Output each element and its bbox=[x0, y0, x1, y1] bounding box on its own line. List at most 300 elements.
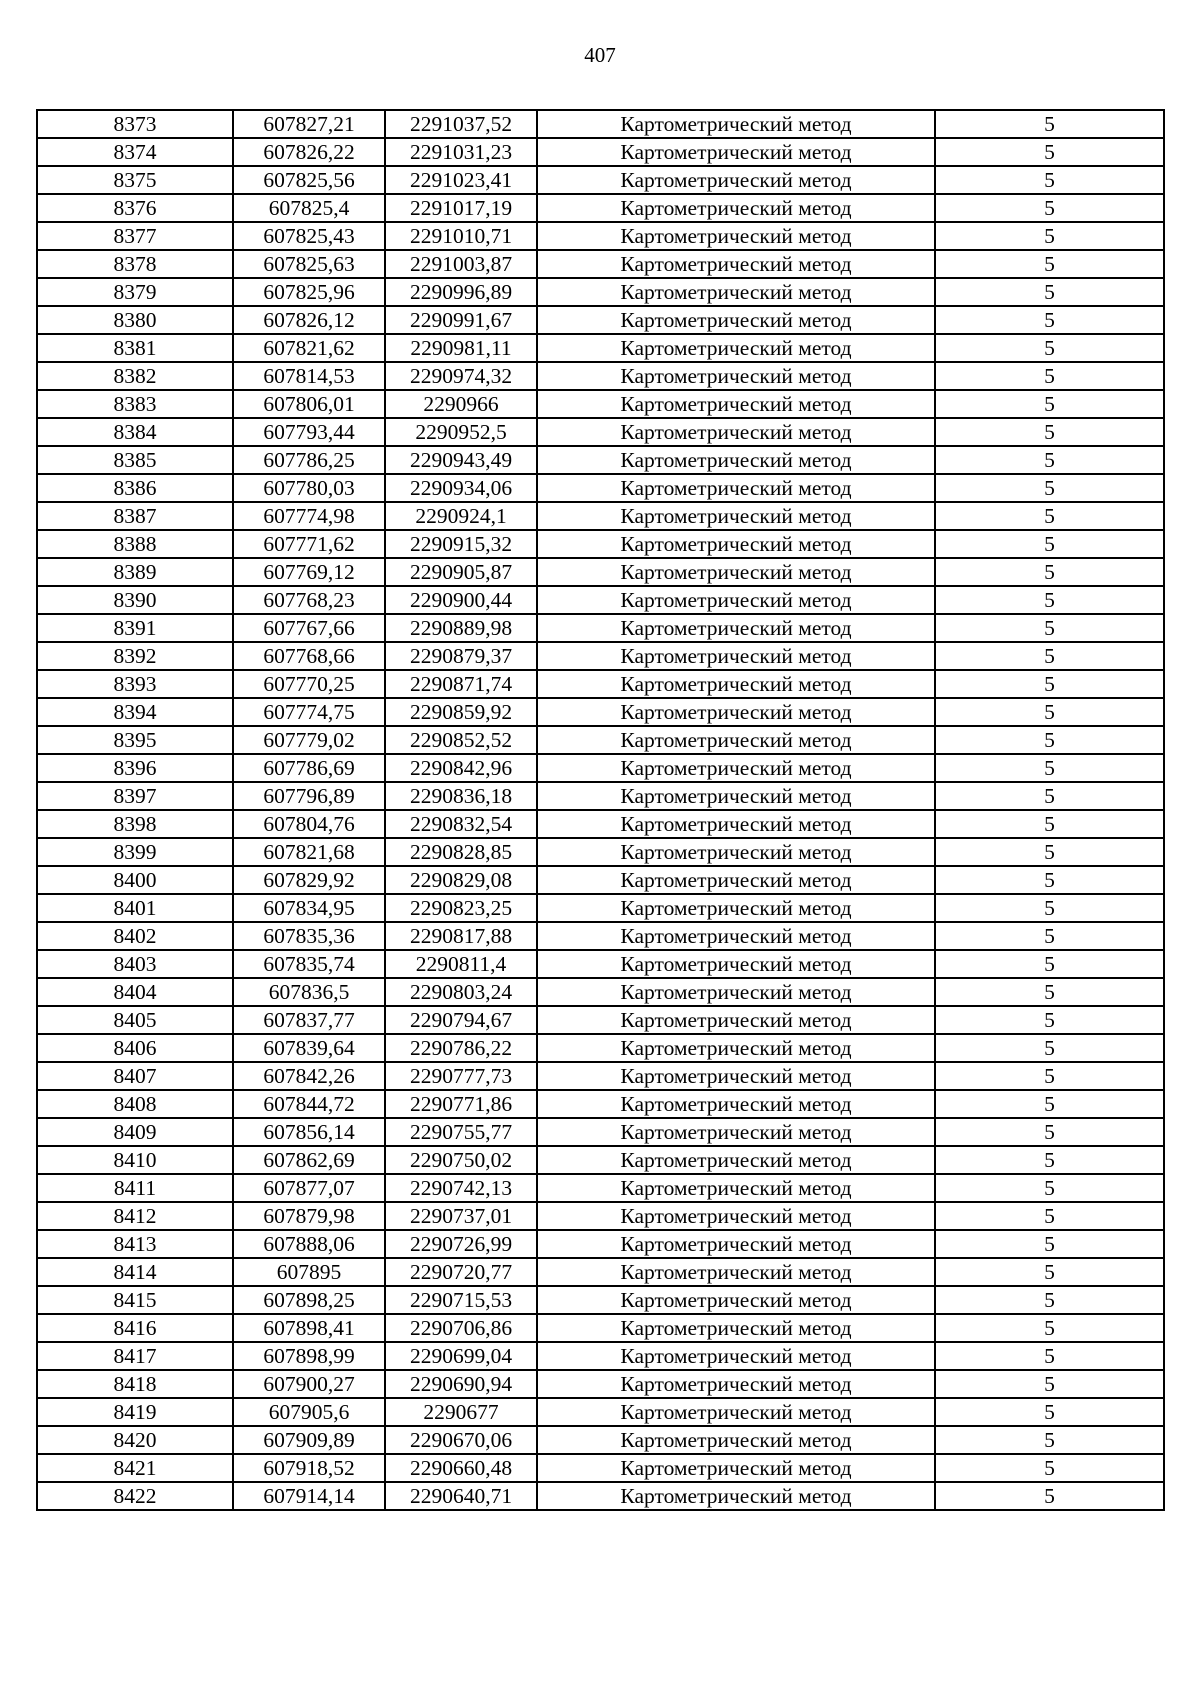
point-number-cell: 8408 bbox=[37, 1090, 233, 1118]
y-coordinate-cell: 2291003,87 bbox=[385, 250, 537, 278]
point-number-cell: 8413 bbox=[37, 1230, 233, 1258]
y-coordinate-cell: 2290905,87 bbox=[385, 558, 537, 586]
x-coordinate-cell: 607826,12 bbox=[233, 306, 385, 334]
x-coordinate-cell: 607825,63 bbox=[233, 250, 385, 278]
x-coordinate-cell: 607770,25 bbox=[233, 670, 385, 698]
point-number-cell: 8409 bbox=[37, 1118, 233, 1146]
method-cell: Картометрический метод bbox=[537, 222, 935, 250]
table-row bbox=[37, 1482, 1164, 1510]
accuracy-cell: 5 bbox=[935, 614, 1164, 642]
x-coordinate-cell: 607768,66 bbox=[233, 642, 385, 670]
y-coordinate-cell: 2290934,06 bbox=[385, 474, 537, 502]
point-number-cell: 8414 bbox=[37, 1258, 233, 1286]
method-cell: Картометрический метод bbox=[537, 1090, 935, 1118]
accuracy-cell: 5 bbox=[935, 110, 1164, 138]
method-cell: Картометрический метод bbox=[537, 1034, 935, 1062]
y-coordinate-cell: 2290817,88 bbox=[385, 922, 537, 950]
point-number-cell: 8401 bbox=[37, 894, 233, 922]
point-number-cell: 8397 bbox=[37, 782, 233, 810]
table-row bbox=[37, 306, 1164, 334]
accuracy-cell: 5 bbox=[935, 474, 1164, 502]
table-row bbox=[37, 1286, 1164, 1314]
x-coordinate-cell: 607909,89 bbox=[233, 1426, 385, 1454]
point-number-cell: 8387 bbox=[37, 502, 233, 530]
point-number-cell: 8382 bbox=[37, 362, 233, 390]
method-cell: Картометрический метод bbox=[537, 866, 935, 894]
accuracy-cell: 5 bbox=[935, 1230, 1164, 1258]
accuracy-cell: 5 bbox=[935, 1006, 1164, 1034]
point-number-cell: 8421 bbox=[37, 1454, 233, 1482]
x-coordinate-cell: 607905,6 bbox=[233, 1398, 385, 1426]
point-number-cell: 8390 bbox=[37, 586, 233, 614]
y-coordinate-cell: 2290737,01 bbox=[385, 1202, 537, 1230]
x-coordinate-cell: 607895 bbox=[233, 1258, 385, 1286]
accuracy-cell: 5 bbox=[935, 166, 1164, 194]
method-cell: Картометрический метод bbox=[537, 1174, 935, 1202]
table-row bbox=[37, 642, 1164, 670]
x-coordinate-cell: 607877,07 bbox=[233, 1174, 385, 1202]
method-cell: Картометрический метод bbox=[537, 922, 935, 950]
table-row bbox=[37, 866, 1164, 894]
point-number-cell: 8412 bbox=[37, 1202, 233, 1230]
method-cell: Картометрический метод bbox=[537, 1286, 935, 1314]
table-row bbox=[37, 1146, 1164, 1174]
y-coordinate-cell: 2290699,04 bbox=[385, 1342, 537, 1370]
table-row bbox=[37, 334, 1164, 362]
method-cell: Картометрический метод bbox=[537, 558, 935, 586]
accuracy-cell: 5 bbox=[935, 1174, 1164, 1202]
y-coordinate-cell: 2290742,13 bbox=[385, 1174, 537, 1202]
y-coordinate-cell: 2290991,67 bbox=[385, 306, 537, 334]
accuracy-cell: 5 bbox=[935, 726, 1164, 754]
y-coordinate-cell: 2290677 bbox=[385, 1398, 537, 1426]
accuracy-cell: 5 bbox=[935, 138, 1164, 166]
method-cell: Картометрический метод bbox=[537, 530, 935, 558]
y-coordinate-cell: 2290803,24 bbox=[385, 978, 537, 1006]
y-coordinate-cell: 2290832,54 bbox=[385, 810, 537, 838]
point-number-cell: 8399 bbox=[37, 838, 233, 866]
accuracy-cell: 5 bbox=[935, 1482, 1164, 1510]
method-cell: Картометрический метод bbox=[537, 138, 935, 166]
y-coordinate-cell: 2290859,92 bbox=[385, 698, 537, 726]
x-coordinate-cell: 607826,22 bbox=[233, 138, 385, 166]
x-coordinate-cell: 607825,4 bbox=[233, 194, 385, 222]
x-coordinate-cell: 607914,14 bbox=[233, 1482, 385, 1510]
method-cell: Картометрический метод bbox=[537, 1202, 935, 1230]
method-cell: Картометрический метод bbox=[537, 110, 935, 138]
accuracy-cell: 5 bbox=[935, 754, 1164, 782]
accuracy-cell: 5 bbox=[935, 194, 1164, 222]
table-row bbox=[37, 138, 1164, 166]
method-cell: Картометрический метод bbox=[537, 1342, 935, 1370]
method-cell: Картометрический метод bbox=[537, 1258, 935, 1286]
accuracy-cell: 5 bbox=[935, 222, 1164, 250]
point-number-cell: 8378 bbox=[37, 250, 233, 278]
accuracy-cell: 5 bbox=[935, 306, 1164, 334]
table-row bbox=[37, 1174, 1164, 1202]
method-cell: Картометрический метод bbox=[537, 1314, 935, 1342]
x-coordinate-cell: 607836,5 bbox=[233, 978, 385, 1006]
method-cell: Картометрический метод bbox=[537, 278, 935, 306]
accuracy-cell: 5 bbox=[935, 950, 1164, 978]
y-coordinate-cell: 2290842,96 bbox=[385, 754, 537, 782]
method-cell: Картометрический метод bbox=[537, 306, 935, 334]
accuracy-cell: 5 bbox=[935, 1426, 1164, 1454]
method-cell: Картометрический метод bbox=[537, 838, 935, 866]
accuracy-cell: 5 bbox=[935, 978, 1164, 1006]
x-coordinate-cell: 607842,26 bbox=[233, 1062, 385, 1090]
y-coordinate-cell: 2290640,71 bbox=[385, 1482, 537, 1510]
accuracy-cell: 5 bbox=[935, 1034, 1164, 1062]
y-coordinate-cell: 2290871,74 bbox=[385, 670, 537, 698]
accuracy-cell: 5 bbox=[935, 922, 1164, 950]
y-coordinate-cell: 2291037,52 bbox=[385, 110, 537, 138]
y-coordinate-cell: 2290777,73 bbox=[385, 1062, 537, 1090]
point-number-cell: 8406 bbox=[37, 1034, 233, 1062]
table-row bbox=[37, 362, 1164, 390]
table-row bbox=[37, 614, 1164, 642]
method-cell: Картометрический метод bbox=[537, 1426, 935, 1454]
accuracy-cell: 5 bbox=[935, 1286, 1164, 1314]
method-cell: Картометрический метод bbox=[537, 1062, 935, 1090]
method-cell: Картометрический метод bbox=[537, 390, 935, 418]
point-number-cell: 8418 bbox=[37, 1370, 233, 1398]
table-row bbox=[37, 726, 1164, 754]
accuracy-cell: 5 bbox=[935, 586, 1164, 614]
y-coordinate-cell: 2290974,32 bbox=[385, 362, 537, 390]
y-coordinate-cell: 2290823,25 bbox=[385, 894, 537, 922]
accuracy-cell: 5 bbox=[935, 530, 1164, 558]
y-coordinate-cell: 2291031,23 bbox=[385, 138, 537, 166]
point-number-cell: 8393 bbox=[37, 670, 233, 698]
y-coordinate-cell: 2290786,22 bbox=[385, 1034, 537, 1062]
point-number-cell: 8415 bbox=[37, 1286, 233, 1314]
x-coordinate-cell: 607814,53 bbox=[233, 362, 385, 390]
point-number-cell: 8385 bbox=[37, 446, 233, 474]
y-coordinate-cell: 2290900,44 bbox=[385, 586, 537, 614]
point-number-cell: 8377 bbox=[37, 222, 233, 250]
x-coordinate-cell: 607844,72 bbox=[233, 1090, 385, 1118]
point-number-cell: 8388 bbox=[37, 530, 233, 558]
table-row bbox=[37, 1034, 1164, 1062]
accuracy-cell: 5 bbox=[935, 1146, 1164, 1174]
method-cell: Картометрический метод bbox=[537, 362, 935, 390]
table-row bbox=[37, 1454, 1164, 1482]
point-number-cell: 8384 bbox=[37, 418, 233, 446]
page-number: 407 bbox=[584, 43, 616, 67]
x-coordinate-cell: 607786,69 bbox=[233, 754, 385, 782]
y-coordinate-cell: 2290943,49 bbox=[385, 446, 537, 474]
y-coordinate-cell: 2290660,48 bbox=[385, 1454, 537, 1482]
point-number-cell: 8391 bbox=[37, 614, 233, 642]
point-number-cell: 8403 bbox=[37, 950, 233, 978]
accuracy-cell: 5 bbox=[935, 1202, 1164, 1230]
accuracy-cell: 5 bbox=[935, 390, 1164, 418]
table-row bbox=[37, 1006, 1164, 1034]
table-row bbox=[37, 1090, 1164, 1118]
point-number-cell: 8422 bbox=[37, 1482, 233, 1510]
point-number-cell: 8405 bbox=[37, 1006, 233, 1034]
table-row bbox=[37, 838, 1164, 866]
x-coordinate-cell: 607898,25 bbox=[233, 1286, 385, 1314]
point-number-cell: 8379 bbox=[37, 278, 233, 306]
accuracy-cell: 5 bbox=[935, 1342, 1164, 1370]
method-cell: Картометрический метод bbox=[537, 166, 935, 194]
point-number-cell: 8411 bbox=[37, 1174, 233, 1202]
x-coordinate-cell: 607835,74 bbox=[233, 950, 385, 978]
y-coordinate-cell: 2290828,85 bbox=[385, 838, 537, 866]
method-cell: Картометрический метод bbox=[537, 782, 935, 810]
table-row bbox=[37, 194, 1164, 222]
table-row bbox=[37, 558, 1164, 586]
method-cell: Картометрический метод bbox=[537, 418, 935, 446]
table-row bbox=[37, 1398, 1164, 1426]
point-number-cell: 8381 bbox=[37, 334, 233, 362]
method-cell: Картометрический метод bbox=[537, 810, 935, 838]
point-number-cell: 8374 bbox=[37, 138, 233, 166]
table-row bbox=[37, 698, 1164, 726]
x-coordinate-cell: 607821,68 bbox=[233, 838, 385, 866]
y-coordinate-cell: 2291017,19 bbox=[385, 194, 537, 222]
x-coordinate-cell: 607796,89 bbox=[233, 782, 385, 810]
method-cell: Картометрический метод bbox=[537, 194, 935, 222]
method-cell: Картометрический метод bbox=[537, 642, 935, 670]
x-coordinate-cell: 607888,06 bbox=[233, 1230, 385, 1258]
y-coordinate-cell: 2290836,18 bbox=[385, 782, 537, 810]
accuracy-cell: 5 bbox=[935, 670, 1164, 698]
method-cell: Картометрический метод bbox=[537, 1370, 935, 1398]
accuracy-cell: 5 bbox=[935, 446, 1164, 474]
x-coordinate-cell: 607834,95 bbox=[233, 894, 385, 922]
x-coordinate-cell: 607825,96 bbox=[233, 278, 385, 306]
table-row bbox=[37, 754, 1164, 782]
y-coordinate-cell: 2291010,71 bbox=[385, 222, 537, 250]
table-row bbox=[37, 446, 1164, 474]
x-coordinate-cell: 607879,98 bbox=[233, 1202, 385, 1230]
table-row bbox=[37, 1370, 1164, 1398]
method-cell: Картометрический метод bbox=[537, 334, 935, 362]
y-coordinate-cell: 2290690,94 bbox=[385, 1370, 537, 1398]
point-number-cell: 8373 bbox=[37, 110, 233, 138]
x-coordinate-cell: 607774,98 bbox=[233, 502, 385, 530]
method-cell: Картометрический метод bbox=[537, 1006, 935, 1034]
x-coordinate-cell: 607768,23 bbox=[233, 586, 385, 614]
accuracy-cell: 5 bbox=[935, 418, 1164, 446]
method-cell: Картометрический метод bbox=[537, 586, 935, 614]
accuracy-cell: 5 bbox=[935, 866, 1164, 894]
y-coordinate-cell: 2290889,98 bbox=[385, 614, 537, 642]
point-number-cell: 8407 bbox=[37, 1062, 233, 1090]
method-cell: Картометрический метод bbox=[537, 670, 935, 698]
x-coordinate-cell: 607918,52 bbox=[233, 1454, 385, 1482]
y-coordinate-cell: 2290771,86 bbox=[385, 1090, 537, 1118]
point-number-cell: 8398 bbox=[37, 810, 233, 838]
point-number-cell: 8396 bbox=[37, 754, 233, 782]
point-number-cell: 8417 bbox=[37, 1342, 233, 1370]
method-cell: Картометрический метод bbox=[537, 474, 935, 502]
y-coordinate-cell: 2290794,67 bbox=[385, 1006, 537, 1034]
table-row bbox=[37, 418, 1164, 446]
method-cell: Картометрический метод bbox=[537, 698, 935, 726]
method-cell: Картометрический метод bbox=[537, 614, 935, 642]
x-coordinate-cell: 607793,44 bbox=[233, 418, 385, 446]
table-row bbox=[37, 1230, 1164, 1258]
point-number-cell: 8410 bbox=[37, 1146, 233, 1174]
table-row bbox=[37, 166, 1164, 194]
method-cell: Картометрический метод bbox=[537, 1482, 935, 1510]
table-row bbox=[37, 1258, 1164, 1286]
table-row bbox=[37, 474, 1164, 502]
table-row bbox=[37, 1118, 1164, 1146]
x-coordinate-cell: 607829,92 bbox=[233, 866, 385, 894]
table-row bbox=[37, 586, 1164, 614]
x-coordinate-cell: 607898,41 bbox=[233, 1314, 385, 1342]
x-coordinate-cell: 607825,43 bbox=[233, 222, 385, 250]
x-coordinate-cell: 607779,02 bbox=[233, 726, 385, 754]
x-coordinate-cell: 607827,21 bbox=[233, 110, 385, 138]
accuracy-cell: 5 bbox=[935, 642, 1164, 670]
table-row bbox=[37, 390, 1164, 418]
x-coordinate-cell: 607837,77 bbox=[233, 1006, 385, 1034]
point-number-cell: 8400 bbox=[37, 866, 233, 894]
accuracy-cell: 5 bbox=[935, 502, 1164, 530]
x-coordinate-cell: 607767,66 bbox=[233, 614, 385, 642]
x-coordinate-cell: 607898,99 bbox=[233, 1342, 385, 1370]
method-cell: Картометрический метод bbox=[537, 446, 935, 474]
y-coordinate-cell: 2290829,08 bbox=[385, 866, 537, 894]
x-coordinate-cell: 607839,64 bbox=[233, 1034, 385, 1062]
method-cell: Картометрический метод bbox=[537, 894, 935, 922]
table-row bbox=[37, 922, 1164, 950]
accuracy-cell: 5 bbox=[935, 810, 1164, 838]
x-coordinate-cell: 607780,03 bbox=[233, 474, 385, 502]
y-coordinate-cell: 2290811,4 bbox=[385, 950, 537, 978]
accuracy-cell: 5 bbox=[935, 362, 1164, 390]
accuracy-cell: 5 bbox=[935, 250, 1164, 278]
x-coordinate-cell: 607825,56 bbox=[233, 166, 385, 194]
y-coordinate-cell: 2290670,06 bbox=[385, 1426, 537, 1454]
method-cell: Картометрический метод bbox=[537, 1454, 935, 1482]
coordinates-table-body bbox=[37, 110, 1164, 1510]
accuracy-cell: 5 bbox=[935, 1090, 1164, 1118]
table-row bbox=[37, 530, 1164, 558]
y-coordinate-cell: 2290720,77 bbox=[385, 1258, 537, 1286]
accuracy-cell: 5 bbox=[935, 894, 1164, 922]
x-coordinate-cell: 607862,69 bbox=[233, 1146, 385, 1174]
y-coordinate-cell: 2291023,41 bbox=[385, 166, 537, 194]
table-row bbox=[37, 222, 1164, 250]
point-number-cell: 8395 bbox=[37, 726, 233, 754]
method-cell: Картометрический метод bbox=[537, 1118, 935, 1146]
accuracy-cell: 5 bbox=[935, 838, 1164, 866]
table-row bbox=[37, 810, 1164, 838]
accuracy-cell: 5 bbox=[935, 334, 1164, 362]
point-number-cell: 8376 bbox=[37, 194, 233, 222]
table-row bbox=[37, 1342, 1164, 1370]
point-number-cell: 8383 bbox=[37, 390, 233, 418]
accuracy-cell: 5 bbox=[935, 1370, 1164, 1398]
x-coordinate-cell: 607771,62 bbox=[233, 530, 385, 558]
point-number-cell: 8416 bbox=[37, 1314, 233, 1342]
accuracy-cell: 5 bbox=[935, 1454, 1164, 1482]
y-coordinate-cell: 2290706,86 bbox=[385, 1314, 537, 1342]
table-row bbox=[37, 250, 1164, 278]
y-coordinate-cell: 2290750,02 bbox=[385, 1146, 537, 1174]
accuracy-cell: 5 bbox=[935, 1258, 1164, 1286]
method-cell: Картометрический метод bbox=[537, 950, 935, 978]
x-coordinate-cell: 607769,12 bbox=[233, 558, 385, 586]
point-number-cell: 8386 bbox=[37, 474, 233, 502]
x-coordinate-cell: 607774,75 bbox=[233, 698, 385, 726]
point-number-cell: 8402 bbox=[37, 922, 233, 950]
x-coordinate-cell: 607856,14 bbox=[233, 1118, 385, 1146]
table-row bbox=[37, 1426, 1164, 1454]
point-number-cell: 8389 bbox=[37, 558, 233, 586]
method-cell: Картометрический метод bbox=[537, 754, 935, 782]
y-coordinate-cell: 2290952,5 bbox=[385, 418, 537, 446]
method-cell: Картометрический метод bbox=[537, 250, 935, 278]
method-cell: Картометрический метод bbox=[537, 1146, 935, 1174]
method-cell: Картометрический метод bbox=[537, 1230, 935, 1258]
coordinates-table bbox=[36, 109, 1165, 1511]
table-row bbox=[37, 110, 1164, 138]
table-row bbox=[37, 894, 1164, 922]
y-coordinate-cell: 2290852,52 bbox=[385, 726, 537, 754]
x-coordinate-cell: 607806,01 bbox=[233, 390, 385, 418]
point-number-cell: 8419 bbox=[37, 1398, 233, 1426]
point-number-cell: 8404 bbox=[37, 978, 233, 1006]
table-row bbox=[37, 670, 1164, 698]
accuracy-cell: 5 bbox=[935, 278, 1164, 306]
accuracy-cell: 5 bbox=[935, 1118, 1164, 1146]
x-coordinate-cell: 607821,62 bbox=[233, 334, 385, 362]
table-row bbox=[37, 1062, 1164, 1090]
accuracy-cell: 5 bbox=[935, 782, 1164, 810]
y-coordinate-cell: 2290981,11 bbox=[385, 334, 537, 362]
method-cell: Картометрический метод bbox=[537, 1398, 935, 1426]
x-coordinate-cell: 607786,25 bbox=[233, 446, 385, 474]
table-row bbox=[37, 950, 1164, 978]
method-cell: Картометрический метод bbox=[537, 726, 935, 754]
y-coordinate-cell: 2290915,32 bbox=[385, 530, 537, 558]
accuracy-cell: 5 bbox=[935, 1314, 1164, 1342]
table-row bbox=[37, 1314, 1164, 1342]
table-row bbox=[37, 502, 1164, 530]
table-row bbox=[37, 1202, 1164, 1230]
accuracy-cell: 5 bbox=[935, 1062, 1164, 1090]
x-coordinate-cell: 607804,76 bbox=[233, 810, 385, 838]
accuracy-cell: 5 bbox=[935, 698, 1164, 726]
point-number-cell: 8394 bbox=[37, 698, 233, 726]
accuracy-cell: 5 bbox=[935, 1398, 1164, 1426]
table-row bbox=[37, 782, 1164, 810]
y-coordinate-cell: 2290726,99 bbox=[385, 1230, 537, 1258]
point-number-cell: 8380 bbox=[37, 306, 233, 334]
x-coordinate-cell: 607835,36 bbox=[233, 922, 385, 950]
y-coordinate-cell: 2290966 bbox=[385, 390, 537, 418]
point-number-cell: 8420 bbox=[37, 1426, 233, 1454]
point-number-cell: 8392 bbox=[37, 642, 233, 670]
table-row bbox=[37, 278, 1164, 306]
y-coordinate-cell: 2290996,89 bbox=[385, 278, 537, 306]
x-coordinate-cell: 607900,27 bbox=[233, 1370, 385, 1398]
accuracy-cell: 5 bbox=[935, 558, 1164, 586]
y-coordinate-cell: 2290715,53 bbox=[385, 1286, 537, 1314]
method-cell: Картометрический метод bbox=[537, 978, 935, 1006]
point-number-cell: 8375 bbox=[37, 166, 233, 194]
method-cell: Картометрический метод bbox=[537, 502, 935, 530]
y-coordinate-cell: 2290879,37 bbox=[385, 642, 537, 670]
